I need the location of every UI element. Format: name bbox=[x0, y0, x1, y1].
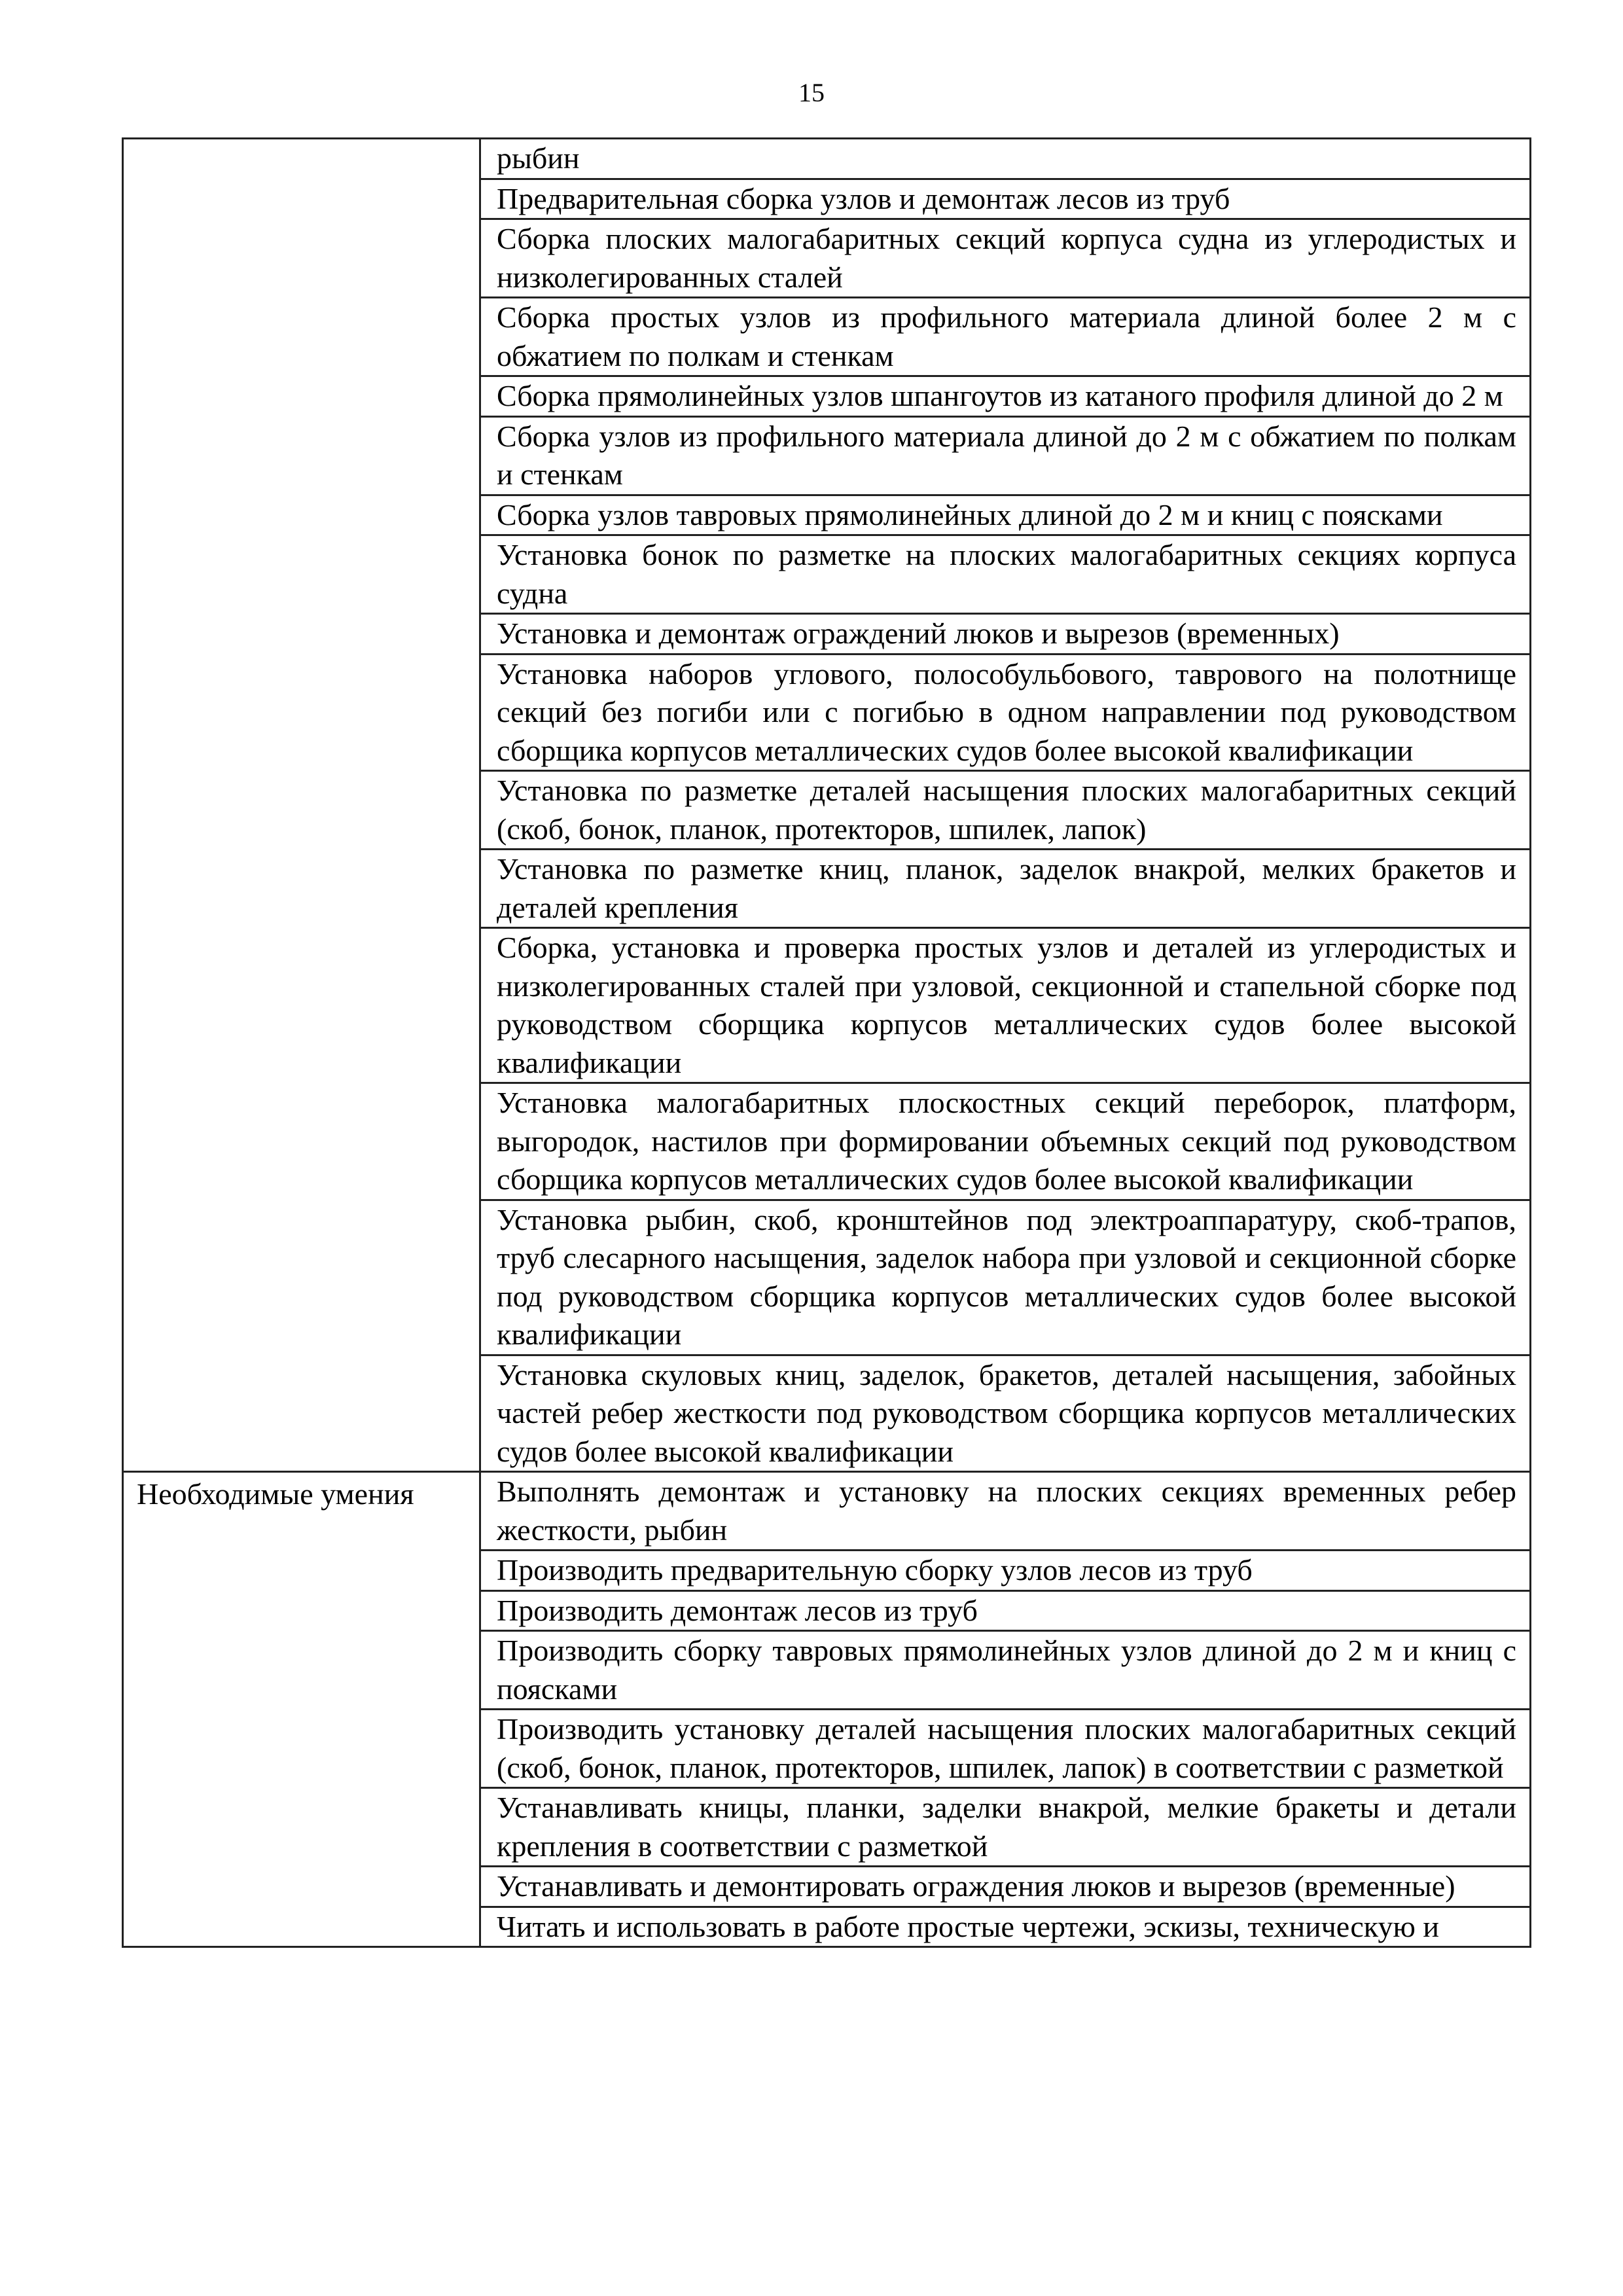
table-cell-item: Сборка плоских малогабаритных секций корпуса судна из углеродистых и низколегированных сталей bbox=[480, 219, 1531, 298]
table-body bbox=[123, 139, 1531, 1947]
table-cell-item: Установка рыбин, скоб, кронштейнов под электроаппаратуру, скоб-трапов, труб слесарного насыщения, заделок набора при узловой и секционной сборке под руководством сборщика корпусов металлических судов более высокой квалификации bbox=[480, 1200, 1531, 1355]
table-cell-item: Производить сборку тавровых прямолинейных узлов длиной до 2 м и книц с поясками bbox=[480, 1631, 1531, 1710]
labor-functions-table bbox=[122, 137, 1531, 1948]
table-cell-item: Устанавливать и демонтировать ограждения люков и вырезов (временные) bbox=[480, 1867, 1531, 1907]
table-cell-item: Установка малогабаритных плоскостных секций переборок, платформ, выгородок, настилов при формировании объемных секций под руководством сборщика корпусов металлических судов более высокой квалификации bbox=[480, 1083, 1531, 1200]
table-cell-item: Читать и использовать в работе простые чертежи, эскизы, техническую и bbox=[480, 1907, 1531, 1947]
table-cell-item: Выполнять демонтаж и установку на плоских секциях временных ребер жесткости, рыбин bbox=[480, 1472, 1531, 1551]
table-cell-item: Установка скуловых книц, заделок, бракетов, деталей насыщения, забойных частей ребер жесткости под руководством сборщика корпусов металлических судов более высокой квалификации bbox=[480, 1355, 1531, 1472]
table-cell-item: рыбин bbox=[480, 139, 1531, 179]
page-number: 15 bbox=[798, 78, 825, 107]
table-cell-item: Установка наборов углового, полособульбового, таврового на полотнище секций без погиби или с погибью в одном направлении под руководством сборщика корпусов металлических судов более высокой квалификации bbox=[480, 654, 1531, 771]
table-cell-item: Установка бонок по разметке на плоских малогабаритных секциях корпуса судна bbox=[480, 535, 1531, 614]
table-cell-item: Сборка прямолинейных узлов шпангоутов из катаного профиля длиной до 2 м bbox=[480, 376, 1531, 417]
table-cell-item: Установка по разметке деталей насыщения плоских малогабаритных секций (скоб, бонок, планок, протекторов, шпилек, лапок) bbox=[480, 771, 1531, 850]
table-cell-item: Предварительная сборка узлов и демонтаж лесов из труб bbox=[480, 179, 1531, 219]
table-cell-item: Производить предварительную сборку узлов лесов из труб bbox=[480, 1551, 1531, 1591]
section-label-cell bbox=[123, 139, 480, 1472]
table-cell-item: Сборка простых узлов из профильного материала длиной более 2 м с обжатием по полкам и стенкам bbox=[480, 298, 1531, 376]
table-row bbox=[123, 139, 1531, 179]
table-cell-item: Производить установку деталей насыщения плоских малогабаритных секций (скоб, бонок, планок, протекторов, шпилек, лапок) в соответствии с разметкой bbox=[480, 1710, 1531, 1788]
table-cell-item: Установка и демонтаж ограждений люков и вырезов (временных) bbox=[480, 614, 1531, 655]
table-row bbox=[123, 1472, 1531, 1551]
table-cell-item: Производить демонтаж лесов из труб bbox=[480, 1590, 1531, 1631]
table-cell-item: Сборка узлов тавровых прямолинейных длиной до 2 м и книц с поясками bbox=[480, 495, 1531, 535]
table-cell-item: Устанавливать кницы, планки, заделки внакрой, мелкие бракеты и детали крепления в соответствии с разметкой bbox=[480, 1788, 1531, 1867]
table-cell-item: Сборка, установка и проверка простых узлов и деталей из углеродистых и низколегированных сталей при узловой, секционной и стапельной сборке под руководством сборщика корпусов металлических судов более высокой квалификации bbox=[480, 928, 1531, 1083]
section-label-cell: Необходимые умения bbox=[123, 1472, 480, 1947]
table-cell-item: Установка по разметке книц, планок, заделок внакрой, мелких бракетов и деталей крепления bbox=[480, 850, 1531, 928]
table-cell-item: Сборка узлов из профильного материала длиной до 2 м с обжатием по полкам и стенкам bbox=[480, 416, 1531, 495]
